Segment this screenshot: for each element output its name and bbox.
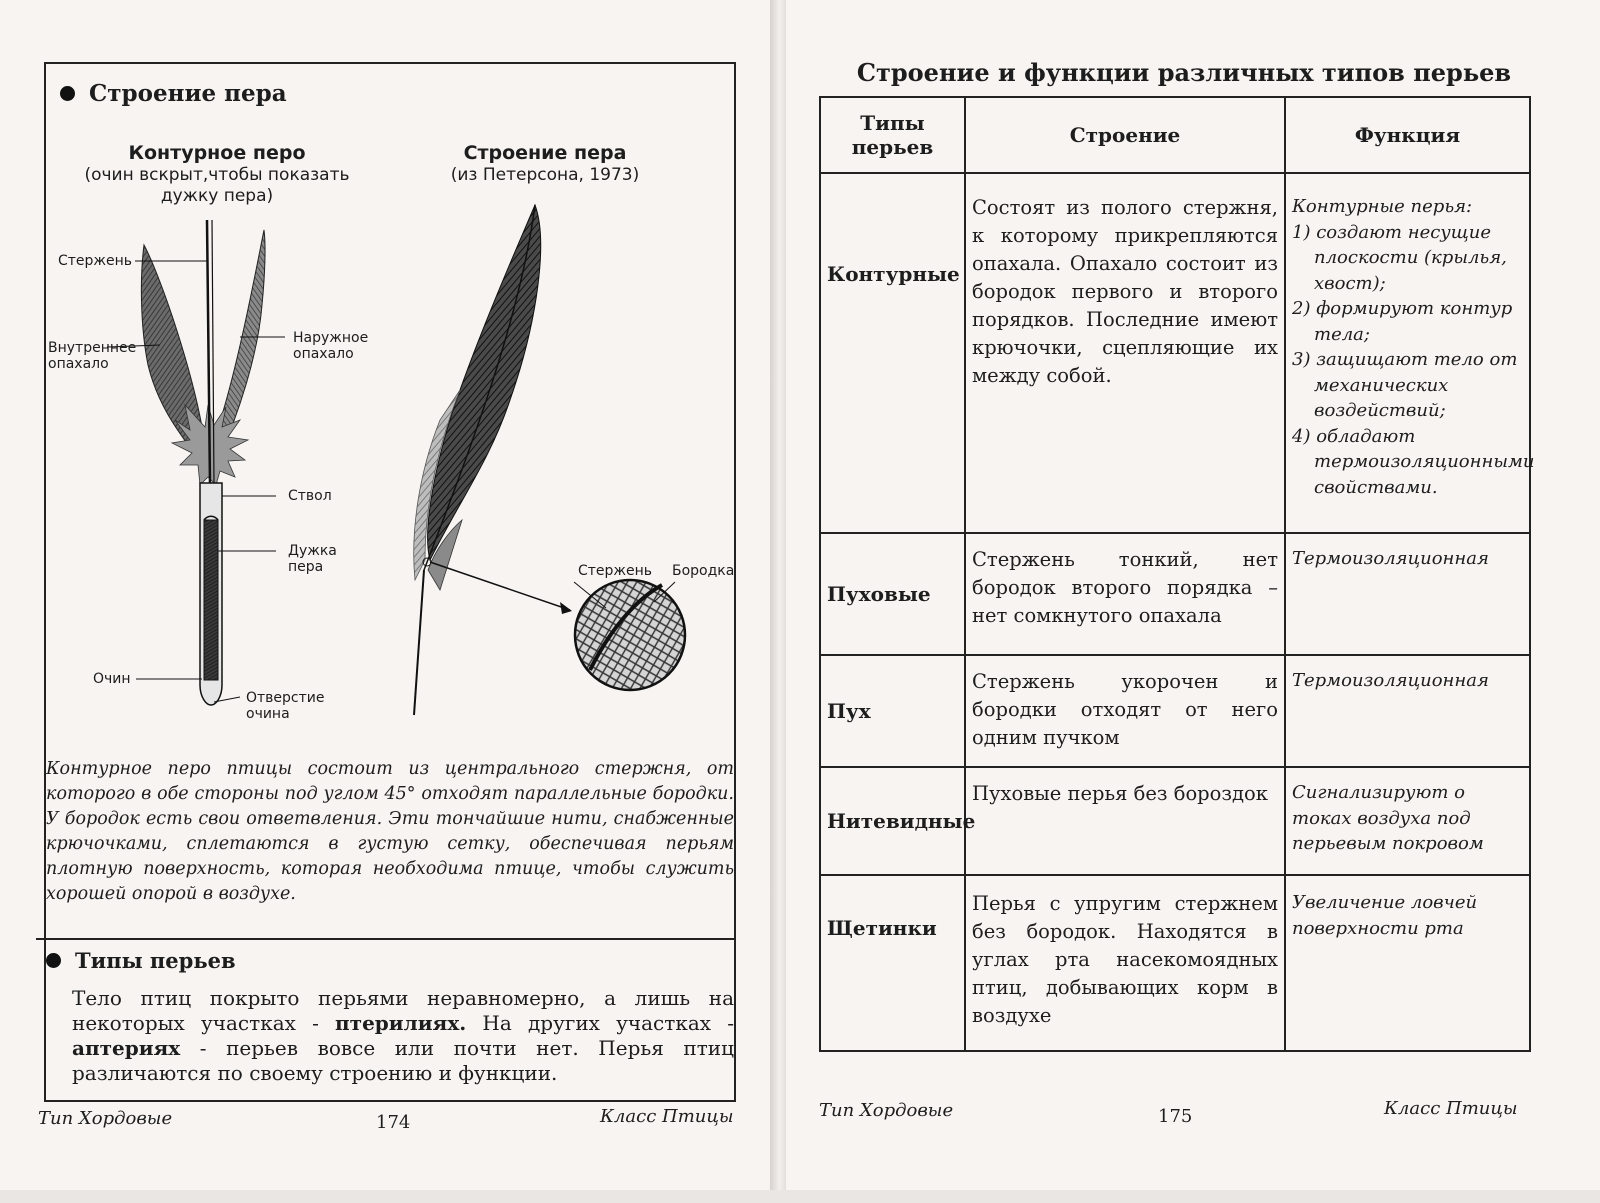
table-row bbox=[820, 875, 1530, 1051]
function-cell: Термоизоляционная bbox=[1285, 655, 1530, 767]
function-item: 3) защищают тело от механических воздействий; bbox=[1292, 349, 1518, 421]
fig2-title: Строение пера bbox=[463, 142, 627, 164]
book-gutter bbox=[770, 0, 786, 1190]
table-row bbox=[820, 173, 1530, 533]
bullet-icon bbox=[46, 953, 61, 968]
structure-cell: Стержень укорочен и бородки отходят от него одним пучком bbox=[965, 655, 1285, 767]
section-title-feather-types: Типы перьев bbox=[46, 948, 236, 973]
type-cell: Щетинки bbox=[820, 875, 965, 1051]
header-function: Функция bbox=[1285, 97, 1530, 173]
label-outer-vane: Наружное опахало bbox=[293, 330, 369, 362]
contour-feather-illustration bbox=[40, 215, 400, 745]
type-cell: Пуховые bbox=[820, 533, 965, 655]
footer-left-page-phylum: Тип Хордовые bbox=[38, 1108, 173, 1129]
footer-right-page-class: Класс Птицы bbox=[1384, 1098, 1518, 1119]
fig2-subtitle: (из Петерсона, 1973) bbox=[450, 165, 640, 185]
fig1-title: Контурное перо bbox=[128, 142, 306, 164]
function-cell: Термоизоляционная bbox=[1285, 533, 1530, 655]
structure-cell: Стержень тонкий, нет бородок второго порядка – нет сомкнутого опахала bbox=[965, 533, 1285, 655]
section-divider bbox=[36, 938, 736, 940]
label-calamus: Очин bbox=[93, 671, 131, 687]
function-item: 4) обладают термоизоляционными свойствами. bbox=[1292, 425, 1535, 498]
feather-structure-illustration bbox=[400, 200, 720, 740]
function-cell: Увеличение ловчей поверхности рта bbox=[1285, 875, 1530, 1051]
label-shaft: Ствол bbox=[288, 488, 332, 504]
term-apteria: аптериях bbox=[72, 1036, 181, 1060]
page-number-right: 175 bbox=[1158, 1106, 1193, 1127]
feather-caption: Контурное перо птицы состоит из центрального стержня, от которого в обе стороны под углом 45° отходят параллельные бородки. У бородок есть свои ответвления. Эти тончайшие нити, снабженные крючочками, сплетаются в густую сетку, обеспечивая перьям плотную поверхность, которая необходима птице, чтобы служить хорошей опорой в воздухе. bbox=[46, 759, 734, 904]
type-cell: Пух bbox=[820, 655, 965, 767]
term-pterylae: птерилиях. bbox=[335, 1011, 467, 1035]
type-cell: Контурные bbox=[820, 173, 965, 533]
function-list-title: Контурные перья: bbox=[1292, 196, 1473, 217]
footer-right-page-phylum: Тип Хордовые bbox=[819, 1100, 954, 1121]
label-opening: Отверстие очина bbox=[246, 690, 325, 722]
bullet-icon bbox=[60, 86, 75, 101]
table-header-row bbox=[820, 97, 1530, 173]
header-types: Типы перьев bbox=[820, 97, 965, 173]
feather-types-table bbox=[819, 96, 1535, 1052]
label-rachis: Стержень bbox=[58, 253, 133, 269]
outer-vane-shape bbox=[220, 230, 265, 455]
table-row bbox=[820, 767, 1530, 875]
structure-cell: Пуховые перья без бороздок bbox=[965, 767, 1285, 875]
function-cell: Сигнализируют о токах воздуха под перьевым покровом bbox=[1285, 767, 1530, 875]
function-list bbox=[1292, 220, 1535, 501]
fig1-heading bbox=[72, 143, 362, 207]
footer-left-page-class: Класс Птицы bbox=[600, 1106, 734, 1127]
table-row bbox=[820, 655, 1530, 767]
page-number-left: 174 bbox=[376, 1112, 411, 1133]
function-item: 2) формируют контур тела; bbox=[1292, 298, 1513, 345]
type-cell: Нитевидные bbox=[820, 767, 965, 875]
label-rachis-2: Стержень bbox=[578, 563, 653, 579]
feather-types-paragraph: Тело птиц покрыто перьями неравномерно, а лишь на некоторых участках - птерилиях. На других участках - аптериях - перьев вовсе или почти нет. Перья птиц различаются по своему строению и функции. bbox=[72, 986, 734, 1085]
table-row bbox=[820, 533, 1530, 655]
structure-cell: Состоят из полого стержня, к которому прикрепляются опахала. Опахало состоит из бородок первого и второго порядков. Последние имеют крючочки, сцепляющие их между собой. bbox=[965, 173, 1285, 533]
header-structure: Строение bbox=[965, 97, 1285, 173]
section-title-feather-structure: Строение пера bbox=[60, 80, 287, 107]
label-barb: Бородка bbox=[672, 563, 735, 579]
function-item: 1) создают несущие плоскости (крылья, хвост); bbox=[1292, 221, 1507, 294]
function-cell bbox=[1285, 173, 1535, 533]
long-feather-vane bbox=[428, 205, 541, 560]
label-inner-vane: Внутреннее опахало bbox=[48, 340, 137, 372]
table-title: Строение и функции различных типов перьев bbox=[856, 58, 1512, 87]
fig2-heading bbox=[430, 143, 660, 186]
structure-cell: Перья с упругим стержнем без бородок. Находятся в углах рта насекомоядных птиц, добывающих корм в воздухе bbox=[965, 875, 1285, 1051]
fig1-subtitle: (очин вскрыт,чтобы показать дужку пера) bbox=[84, 165, 350, 206]
label-arch: Дужка пера bbox=[288, 543, 337, 575]
